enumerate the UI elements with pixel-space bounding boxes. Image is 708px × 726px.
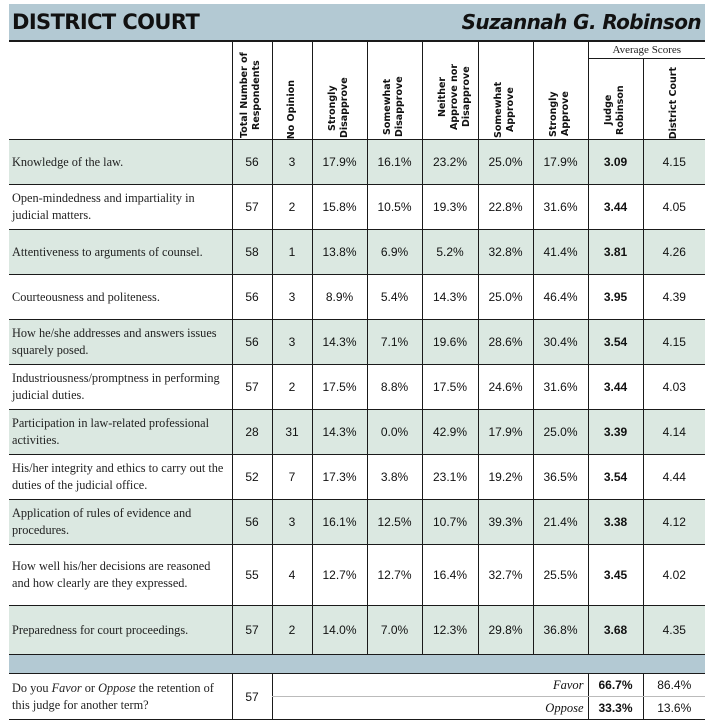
table-row — [9, 230, 705, 275]
judge-score-cell: 3.45 — [588, 545, 643, 606]
no-opinion-cell: 3 — [272, 140, 312, 185]
district-score-cell: 4.03 — [643, 365, 705, 410]
col-header-strongly-disapprove: Strongly Disapprove — [312, 42, 367, 140]
strongly-approve-cell: 41.4% — [533, 230, 588, 275]
no-opinion-cell: 7 — [272, 455, 312, 500]
strongly-approve-cell: 46.4% — [533, 275, 588, 320]
court-title: DISTRICT COURT — [12, 10, 200, 34]
criterion-label: How well his/her decisions are reasoned and how clearly are they expressed. — [9, 545, 232, 606]
district-score-cell: 4.12 — [643, 500, 705, 545]
table-row — [9, 545, 705, 606]
average-scores-header: Average Scores — [588, 42, 705, 59]
somewhat-disapprove-cell: 10.5% — [367, 185, 422, 230]
total-cell: 55 — [232, 545, 272, 606]
col-header-neither: Neither Approve nor Disapprove — [422, 42, 478, 140]
strongly-approve-cell: 25.0% — [533, 410, 588, 455]
neither-cell: 10.7% — [422, 500, 478, 545]
total-cell: 57 — [232, 365, 272, 410]
neither-cell: 17.5% — [422, 365, 478, 410]
strongly-disapprove-cell: 13.8% — [312, 230, 367, 275]
total-cell: 56 — [232, 275, 272, 320]
somewhat-disapprove-cell: 16.1% — [367, 140, 422, 185]
criterion-label: Attentiveness to arguments of counsel. — [9, 230, 232, 275]
retention-row-favor — [9, 674, 705, 697]
criterion-label: Preparedness for court proceedings. — [9, 606, 232, 655]
somewhat-disapprove-cell: 0.0% — [367, 410, 422, 455]
total-cell: 52 — [232, 455, 272, 500]
title-bar — [9, 4, 705, 42]
oppose-label: Oppose — [272, 697, 588, 720]
strongly-approve-cell: 36.5% — [533, 455, 588, 500]
strongly-approve-cell: 21.4% — [533, 500, 588, 545]
neither-cell: 16.4% — [422, 545, 478, 606]
table-row — [9, 185, 705, 230]
strongly-approve-cell: 31.6% — [533, 365, 588, 410]
strongly-disapprove-cell: 8.9% — [312, 275, 367, 320]
col-header-strongly-approve: Strongly Approve — [533, 42, 588, 140]
criterion-label: Courteousness and politeness. — [9, 275, 232, 320]
rows-body — [9, 140, 705, 655]
neither-cell: 23.2% — [422, 140, 478, 185]
neither-cell: 5.2% — [422, 230, 478, 275]
table-row — [9, 320, 705, 365]
criterion-label: Industriousness/promptness in performing judicial duties. — [9, 365, 232, 410]
col-header-somewhat-approve: Somewhat Approve — [478, 42, 533, 140]
somewhat-disapprove-cell: 8.8% — [367, 365, 422, 410]
total-cell: 57 — [232, 606, 272, 655]
strongly-approve-cell: 17.9% — [533, 140, 588, 185]
somewhat-approve-cell: 17.9% — [478, 410, 533, 455]
no-opinion-cell: 2 — [272, 606, 312, 655]
col-header-total: Total Number of Respondents — [232, 42, 272, 140]
judge-score-cell: 3.95 — [588, 275, 643, 320]
district-score-cell: 4.39 — [643, 275, 705, 320]
somewhat-approve-cell: 25.0% — [478, 140, 533, 185]
strongly-approve-cell: 25.5% — [533, 545, 588, 606]
no-opinion-cell: 3 — [272, 320, 312, 365]
favor-label: Favor — [272, 674, 588, 697]
strongly-disapprove-cell: 17.9% — [312, 140, 367, 185]
somewhat-approve-cell: 24.6% — [478, 365, 533, 410]
somewhat-disapprove-cell: 12.7% — [367, 545, 422, 606]
no-opinion-cell: 3 — [272, 275, 312, 320]
judge-score-cell: 3.39 — [588, 410, 643, 455]
strongly-disapprove-cell: 12.7% — [312, 545, 367, 606]
judge-score-cell: 3.68 — [588, 606, 643, 655]
table-row — [9, 606, 705, 655]
district-score-cell: 4.15 — [643, 140, 705, 185]
strongly-approve-cell: 30.4% — [533, 320, 588, 365]
neither-cell: 19.6% — [422, 320, 478, 365]
somewhat-approve-cell: 39.3% — [478, 500, 533, 545]
judicial-evaluation-report — [9, 4, 705, 720]
judge-score-cell: 3.81 — [588, 230, 643, 275]
separator-band — [9, 655, 705, 674]
criterion-label: Participation in law-related professional activities. — [9, 410, 232, 455]
evaluation-table — [9, 42, 705, 720]
total-cell: 57 — [232, 185, 272, 230]
neither-cell: 12.3% — [422, 606, 478, 655]
criterion-label: Open-mindedness and impartiality in judicial matters. — [9, 185, 232, 230]
header-blank — [9, 42, 232, 140]
somewhat-approve-cell: 29.8% — [478, 606, 533, 655]
no-opinion-cell: 1 — [272, 230, 312, 275]
somewhat-disapprove-cell: 3.8% — [367, 455, 422, 500]
table-row — [9, 275, 705, 320]
somewhat-disapprove-cell: 12.5% — [367, 500, 422, 545]
total-cell: 56 — [232, 140, 272, 185]
no-opinion-cell: 4 — [272, 545, 312, 606]
strongly-disapprove-cell: 16.1% — [312, 500, 367, 545]
total-cell: 56 — [232, 500, 272, 545]
neither-cell: 14.3% — [422, 275, 478, 320]
oppose-district: 13.6% — [643, 697, 705, 720]
table-row — [9, 410, 705, 455]
somewhat-disapprove-cell: 6.9% — [367, 230, 422, 275]
somewhat-approve-cell: 28.6% — [478, 320, 533, 365]
neither-cell: 19.3% — [422, 185, 478, 230]
somewhat-disapprove-cell: 7.0% — [367, 606, 422, 655]
no-opinion-cell: 2 — [272, 185, 312, 230]
no-opinion-cell: 2 — [272, 365, 312, 410]
criterion-label: Application of rules of evidence and procedures. — [9, 500, 232, 545]
favor-district: 86.4% — [643, 674, 705, 697]
strongly-disapprove-cell: 15.8% — [312, 185, 367, 230]
strongly-disapprove-cell: 14.0% — [312, 606, 367, 655]
somewhat-disapprove-cell: 7.1% — [367, 320, 422, 365]
strongly-approve-cell: 36.8% — [533, 606, 588, 655]
col-header-district: District Court — [643, 59, 705, 140]
table-row — [9, 500, 705, 545]
strongly-disapprove-cell: 17.5% — [312, 365, 367, 410]
col-header-judge: Judge Robinson — [588, 59, 643, 140]
judge-score-cell: 3.09 — [588, 140, 643, 185]
district-score-cell: 4.02 — [643, 545, 705, 606]
somewhat-disapprove-cell: 5.4% — [367, 275, 422, 320]
strongly-disapprove-cell: 17.3% — [312, 455, 367, 500]
strongly-disapprove-cell: 14.3% — [312, 320, 367, 365]
neither-cell: 42.9% — [422, 410, 478, 455]
district-score-cell: 4.15 — [643, 320, 705, 365]
criterion-label: His/her integrity and ethics to carry out the duties of the judicial office. — [9, 455, 232, 500]
criterion-label: How he/she addresses and answers issues squarely posed. — [9, 320, 232, 365]
somewhat-approve-cell: 32.7% — [478, 545, 533, 606]
total-cell: 56 — [232, 320, 272, 365]
table-row — [9, 455, 705, 500]
judge-score-cell: 3.38 — [588, 500, 643, 545]
strongly-disapprove-cell: 14.3% — [312, 410, 367, 455]
total-cell: 28 — [232, 410, 272, 455]
district-score-cell: 4.26 — [643, 230, 705, 275]
oppose-judge: 33.3% — [588, 697, 643, 720]
judge-score-cell: 3.44 — [588, 185, 643, 230]
somewhat-approve-cell: 32.8% — [478, 230, 533, 275]
judge-score-cell: 3.54 — [588, 320, 643, 365]
district-score-cell: 4.35 — [643, 606, 705, 655]
col-header-no-opinion: No Opinion — [272, 42, 312, 140]
no-opinion-cell: 31 — [272, 410, 312, 455]
somewhat-approve-cell: 19.2% — [478, 455, 533, 500]
district-score-cell: 4.05 — [643, 185, 705, 230]
somewhat-approve-cell: 22.8% — [478, 185, 533, 230]
retention-question: Do you Favor or Oppose the retention of this judge for another term? — [9, 674, 232, 720]
no-opinion-cell: 3 — [272, 500, 312, 545]
table-row — [9, 140, 705, 185]
neither-cell: 23.1% — [422, 455, 478, 500]
total-cell: 58 — [232, 230, 272, 275]
strongly-approve-cell: 31.6% — [533, 185, 588, 230]
judge-score-cell: 3.44 — [588, 365, 643, 410]
district-score-cell: 4.14 — [643, 410, 705, 455]
table-row — [9, 365, 705, 410]
judge-name: Suzannah G. Robinson — [461, 10, 701, 34]
judge-score-cell: 3.54 — [588, 455, 643, 500]
district-score-cell: 4.44 — [643, 455, 705, 500]
retention-total: 57 — [232, 674, 272, 720]
somewhat-approve-cell: 25.0% — [478, 275, 533, 320]
criterion-label: Knowledge of the law. — [9, 140, 232, 185]
col-header-somewhat-disapprove: Somewhat Disapprove — [367, 42, 422, 140]
favor-judge: 66.7% — [588, 674, 643, 697]
